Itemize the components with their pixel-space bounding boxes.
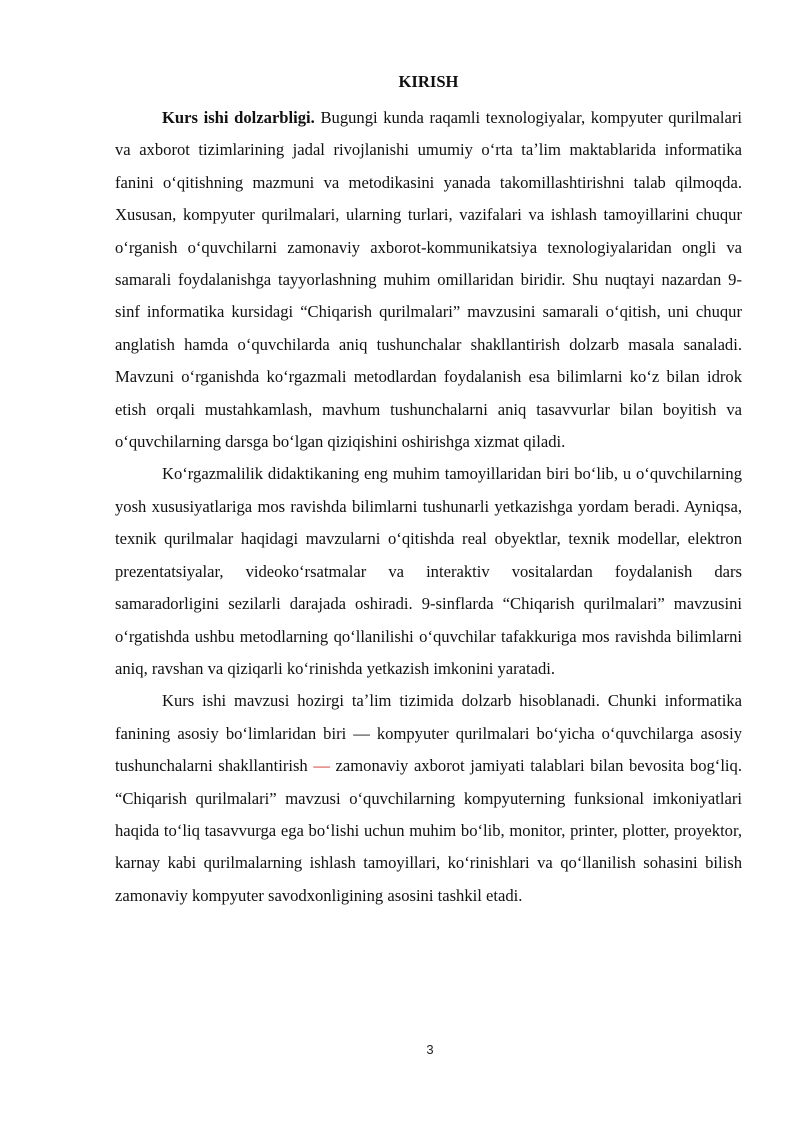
paragraph-visual-methods <box>115 458 742 685</box>
paragraph-relevance <box>115 102 742 458</box>
paragraph-text: Kurs ishi mavzusi hozirgi taʼlim tizimida dolzarb hisoblanadi. Chunki informatika fanining asosiy boʻlimlaridan biri — kompyuter qurilmalari boʻyicha oʻquvchilarga asosiy tushunchalarni shakllantirish <box>115 691 742 776</box>
paragraph-text: Bugungi kunda raqamli texnologiyalar, kompyuter qurilmalari va axborot tizimlarining jadal rivojlanishi umumiy oʻrta taʼlim maktablarida informatika fanini oʻqitishning mazmuni va metodikasini yanada takomillashtirishni talab qilmoqda. Xususan, kompyuter qurilmalari, ularning turlari, vazifalari va ishlash tamoyillarini chuqur oʻrganish oʻquvchilarni zamonaviy axborot-kommunikatsiya texnologiyalaridan ongli va samarali foydalanishga tayyorlashning muhim omillaridan biridir. Shu nuqtayi nazardan 9-sinf informatika kursidagi “Chiqarish qurilmalari” mavzusini samarali oʻqitish, uni chuqur anglatish hamda oʻquvchilarda aniq tushunchalar shakllantirish dolzarb masala sanaladi. Mavzuni oʻrganishda koʻrgazmali metodlardan foydalanish esa bilimlarni koʻz bilan idrok etish orqali mustahkamlash, mavhum tushunchalarni aniq tasavvurlar bilan boyitish va oʻquvchilarning darsga boʻlgan qiziqishini oshirishga xizmat qiladi. <box>115 108 742 452</box>
paragraph-topic-importance <box>115 685 742 912</box>
document-page <box>115 72 742 912</box>
paragraph-text: Koʻrgazmalilik didaktikaning eng muhim tamoyillaridan biri boʻlib, u oʻquvchilarning yosh xususiyatlariga mos ravishda bilimlarni tushunarli yetkazishga yordam beradi. Ayniqsa, texnik qurilmalar haqidagi mavzularni oʻqitishda real obyektlar, texnik modellar, elektron prezentatsiyalar, videokoʻrsatmalar va interaktiv vositalardan foydalanish dars samaradorligini sezilarli darajada oshiradi. 9-sinflarda “Chiqarish qurilmalari” mavzusini oʻrgatishda ushbu metodlarning qoʻllanilishi oʻquvchilar tafakkuriga mos ravishda bilimlarni aniq, ravshan va qiziqarli koʻrinishda yetkazish imkonini yaratadi. <box>115 464 742 678</box>
paragraph-lead: Kurs ishi dolzarbligi. <box>162 108 315 127</box>
section-heading: KIRISH <box>398 72 459 91</box>
em-dash-accent: — <box>313 756 330 776</box>
paragraph-text: zamonaviy axborot jamiyati talablari bilan bevosita bogʻliq. “Chiqarish qurilmalari” mavzusi oʻquvchilarning kompyuterning funksional imkoniyatlari haqida toʻliq tasavvurga ega boʻlishi uchun muhim boʻlib, monitor, printer, plotter, proyektor, karnay kabi qurilmalarning ishlash tamoyillari, koʻrinishlari va qoʻllanilish sohasini bilish zamonaviy kompyuter savodxonligining asosini tashkil etadi. <box>115 756 742 905</box>
page-number: 3 <box>426 1042 434 1057</box>
